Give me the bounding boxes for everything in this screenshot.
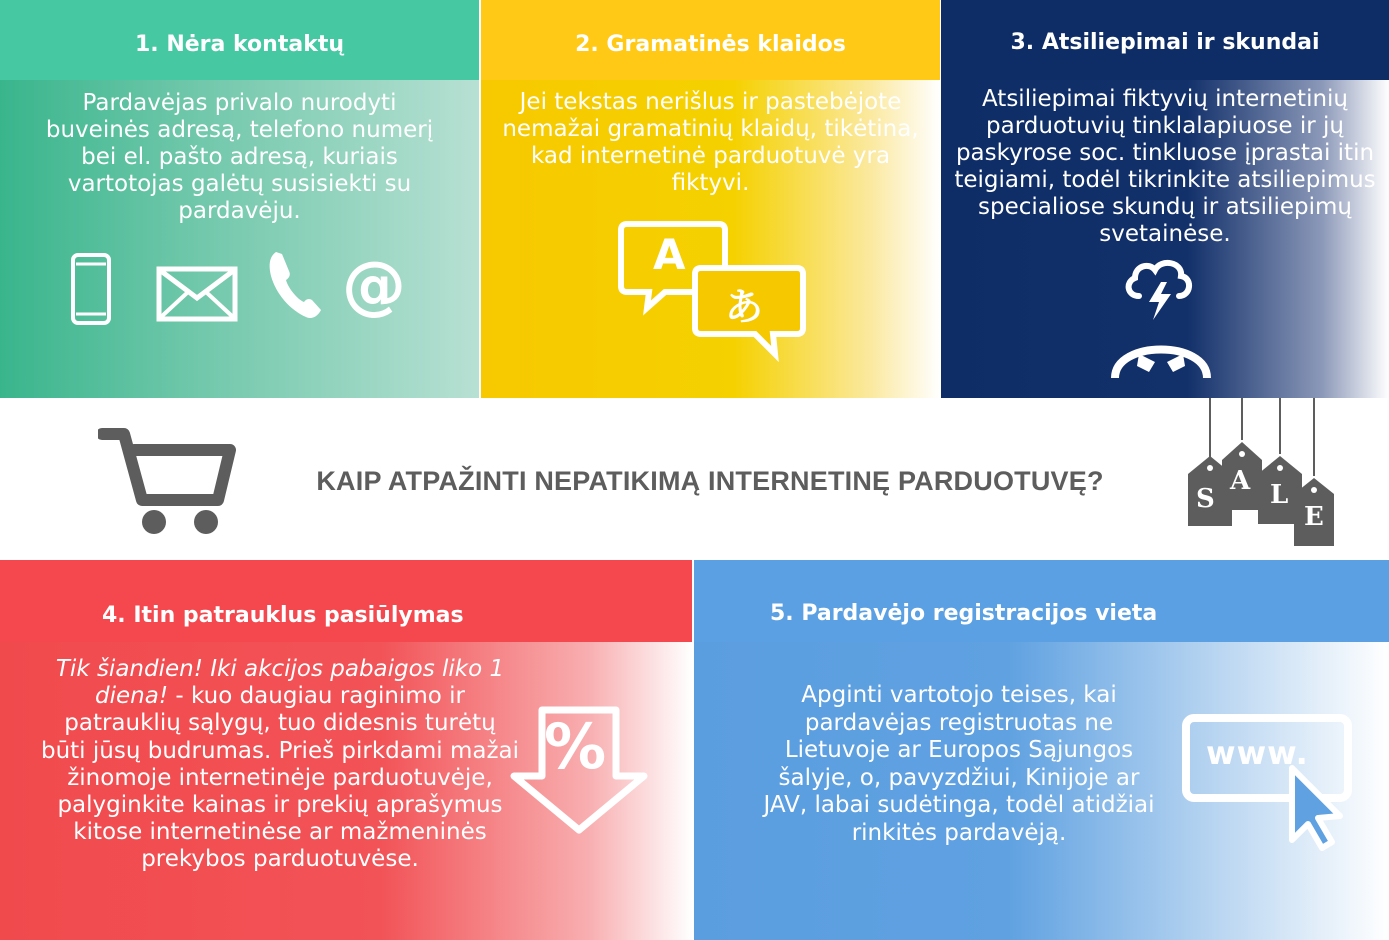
- percent-sign: %: [544, 710, 607, 783]
- panel-no-contacts: [0, 0, 479, 398]
- browser-window-icon: [1180, 712, 1356, 852]
- panel-grammar-errors: [481, 0, 940, 398]
- at-sign-icon: @: [342, 249, 406, 323]
- page-title: KAIP ATPAŽINTI NEPATIKIMĄ INTERNETINĘ PARDUOTUVĘ?: [316, 466, 1104, 496]
- angry-face-icon: [1109, 320, 1213, 380]
- panel-title: 2. Gramatinės klaidos: [481, 0, 940, 80]
- sale-letter: S: [1196, 484, 1215, 514]
- smartphone-icon: [70, 252, 112, 326]
- panel-title: 1. Nėra kontaktų: [0, 0, 479, 80]
- translate-letter-jp: あ: [725, 285, 764, 329]
- panel-text: Jei tekstas nerišlus ir pastebėjote nemažai gramatinių klaidų, tikėtina, kad internetinė parduotuvė yra fiktyvi.: [502, 89, 919, 196]
- translate-letter-a: A: [653, 230, 686, 279]
- headline-band: [0, 398, 1389, 560]
- storm-cloud-icon: [1121, 256, 1195, 322]
- panel-attractive-offer: [0, 560, 692, 940]
- sale-letter: L: [1270, 480, 1289, 510]
- panel-text: Apginti vartotojo teises, kai pardavėjas registruotas ne Lietuvoje ar Europos Sąjungos šalyje, o, pavyzdžiui, Kinijoje ar JAV, labai sudėtinga, todėl atidžiai rinkitės pardavėją.: [763, 682, 1155, 846]
- panel-text: [40, 656, 520, 874]
- envelope-icon: [156, 266, 238, 322]
- urgency-quote: Tik šiandien! Iki akcijos pabaigos liko 1 diena!: [55, 656, 505, 710]
- panel-title: 3. Atsiliepimai ir skundai: [1010, 29, 1320, 55]
- sale-letter: A: [1230, 466, 1251, 496]
- panel-reviews-complaints: [941, 0, 1389, 398]
- translate-icon: [617, 216, 813, 364]
- panel-text: Pardavėjas privalo nurodyti buveinės adresą, telefono numerį bei el. pašto adresą, kuriais vartotojas galėtų susisiekti su pardavėju.: [45, 90, 434, 224]
- panel-title: 4. Itin patrauklus pasiūlymas: [0, 560, 692, 642]
- panel-text-rest: - kuo daugiau raginimo ir patrauklių sąlygų, tuo didesnis turėtų būti jūsų budrumas. Prieš pirkdami mažai žinomoje internetinėje parduotuvėje, palyginkite kainas ir prekių aprašymus kitose internetinėse ar mažmeninės prekybos parduotuvėse.: [40, 683, 520, 873]
- www-label: www.: [1206, 734, 1309, 772]
- shopping-cart-icon: [98, 426, 238, 538]
- sale-letter: E: [1304, 502, 1324, 532]
- panel-title: 5. Pardavėjo registracijos vieta: [694, 560, 1389, 642]
- phone-handset-icon: [268, 250, 324, 320]
- panel-seller-registration: [694, 560, 1389, 940]
- panel-text: Atsiliepimai fiktyvių internetinių parduotuvių tinklalapiuose ir jų paskyrose soc. tinkluose įprastai itin teigiami, todėl tikrinkite atsiliepimus specialiose skundų ir atsiliepimų svetainėse.: [954, 86, 1376, 247]
